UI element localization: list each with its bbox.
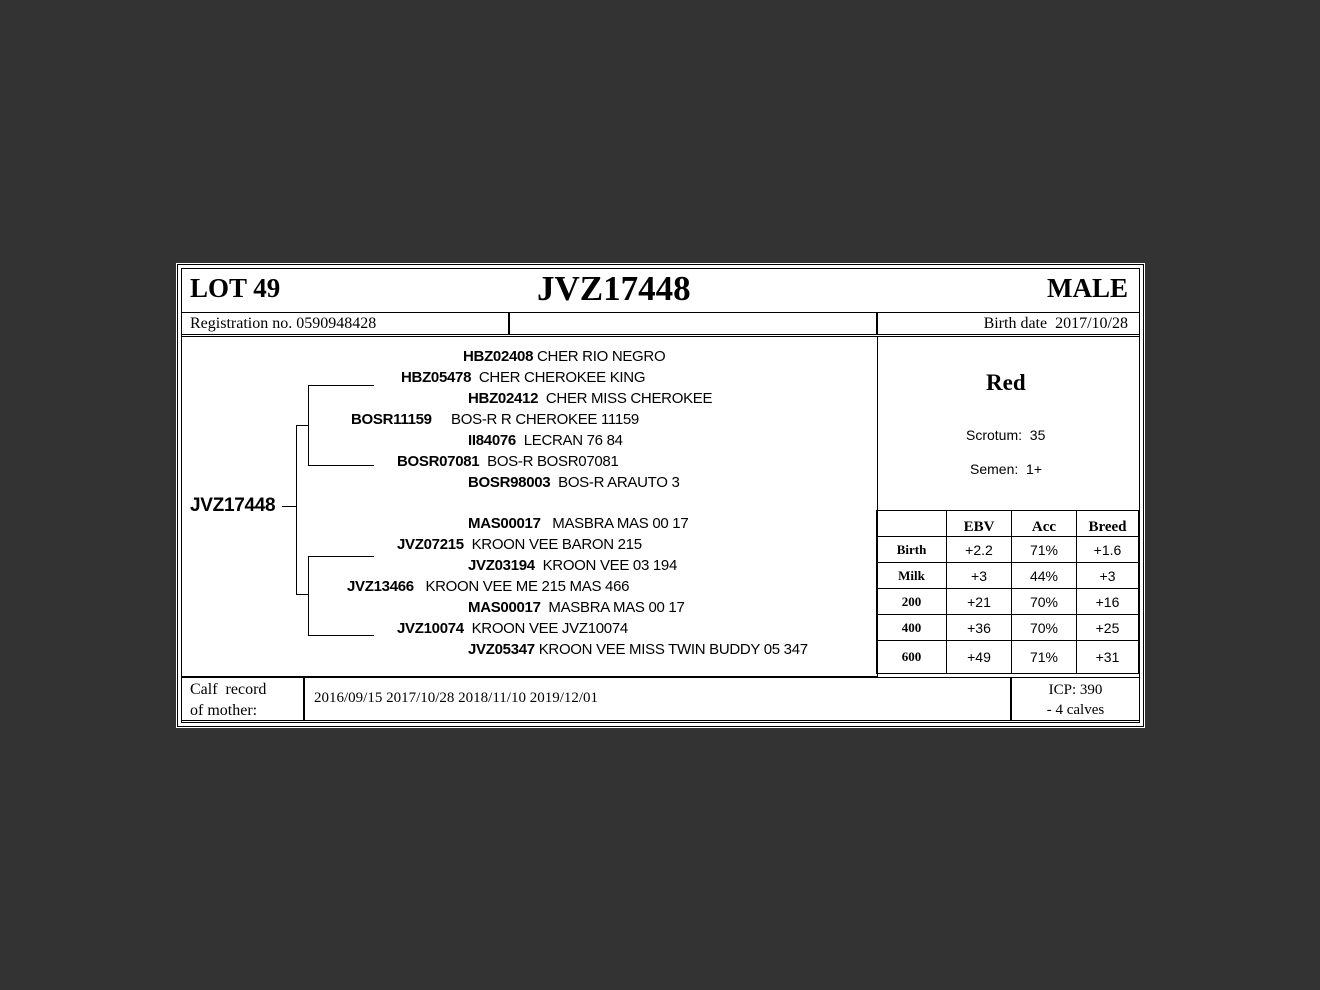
birth-date-text (984, 315, 1128, 333)
ebv-value: +3 (947, 563, 1012, 589)
calf-record-label (190, 679, 266, 721)
acc-value: 71% (1012, 537, 1077, 563)
icp-value: ICP: 390 (1048, 682, 1103, 698)
pedigree-dam: JVZ13466 KROON VEE ME 215 MAS 466 (347, 578, 630, 595)
semen-text (970, 461, 1042, 477)
pedigree-sds: II84076 LECRAN 76 84 (468, 432, 623, 449)
lot-number: LOT 49 (190, 273, 281, 303)
ebv-table (876, 510, 1139, 674)
ebv-row (877, 641, 1139, 674)
acc-value: 44% (1012, 563, 1077, 589)
ebv-row-label: Birth (877, 537, 947, 563)
breed-value: +25 (1077, 615, 1139, 641)
registration-text (190, 315, 376, 333)
pedigree-line (308, 635, 374, 636)
acc-header: Acc (1012, 511, 1077, 537)
lot-card (176, 263, 1145, 728)
ebv-row (877, 537, 1139, 563)
breed-value: +1.6 (1077, 537, 1139, 563)
pedigree-line (296, 594, 308, 595)
birth-date-value: 2017/10/28 (1055, 315, 1128, 332)
calf-record-label-line1: Calf record (190, 681, 267, 698)
pedigree-line (308, 556, 309, 635)
ebv-row (877, 589, 1139, 615)
ebv-row-label: Milk (877, 563, 947, 589)
pedigree-ds: JVZ07215 KROON VEE BARON 215 (397, 536, 642, 553)
pedigree-line (282, 506, 296, 507)
pedigree-dss: MAS00017 MASBRA MAS 00 17 (468, 515, 689, 532)
pedigree-line (308, 465, 374, 466)
sex-label: MALE (1047, 273, 1128, 303)
semen-label: Semen: (970, 461, 1019, 477)
scrotum-text (966, 427, 1045, 443)
pedigree-ssd: HBZ02412 CHER MISS CHEROKEE (468, 390, 713, 407)
pedigree-animal: JVZ17448 (190, 495, 276, 516)
pedigree-line (308, 385, 309, 465)
acc-value: 70% (1012, 615, 1077, 641)
ebv-value: +21 (947, 589, 1012, 615)
registration-number: 0590948428 (296, 315, 377, 332)
ebv-row-label: 600 (877, 641, 947, 674)
pedigree-dds: MAS00017 MASBRA MAS 00 17 (468, 599, 685, 616)
birth-date-label: Birth date (983, 315, 1048, 332)
ebv-header-row (877, 511, 1139, 537)
pedigree-sire: BOSR11159 BOS-R R CHEROKEE 11159 (351, 411, 639, 428)
pedigree-ss: HBZ05478 CHER CHEROKEE KING (401, 369, 646, 386)
breed-value: +3 (1077, 563, 1139, 589)
acc-value: 70% (1012, 589, 1077, 615)
pedigree-dsd: JVZ03194 KROON VEE 03 194 (468, 557, 678, 574)
calf-dates: 2016/09/15 2017/10/28 2018/11/10 2019/12/01 (314, 690, 599, 706)
pedigree-ddd: JVZ05347 KROON VEE MISS TWIN BUDDY 05 347 (468, 641, 808, 658)
animal-id-title: JVZ17448 (537, 269, 691, 308)
pedigree-line (308, 556, 374, 557)
calf-record-label-line2: of mother: (190, 702, 258, 719)
breed-value: +16 (1077, 589, 1139, 615)
breed-value: +31 (1077, 641, 1139, 674)
pedigree-dd: JVZ10074 KROON VEE JVZ10074 (397, 620, 628, 637)
pedigree-line (296, 425, 308, 426)
breed-header: Breed (1077, 511, 1139, 537)
registration-label: Registration no. (190, 315, 293, 332)
ebv-value: +49 (947, 641, 1012, 674)
ebv-row (877, 615, 1139, 641)
scrotum-label: Scrotum: (966, 427, 1023, 443)
color-value: Red (986, 370, 1026, 395)
calves-count: - 4 calves (1046, 702, 1105, 718)
ebv-value: +2.2 (947, 537, 1012, 563)
pedigree-sdd: BOSR98003 BOS-R ARAUTO 3 (468, 474, 680, 491)
pedigree-line (308, 385, 374, 386)
traits-box (877, 336, 1140, 511)
ebv-row (877, 563, 1139, 589)
blank-cell (509, 312, 877, 335)
ebv-value: +36 (947, 615, 1012, 641)
ebv-corner-cell (877, 511, 947, 537)
semen-value: 1+ (1026, 461, 1042, 477)
acc-value: 71% (1012, 641, 1077, 674)
ebv-header: EBV (947, 511, 1012, 537)
icp-info (1011, 680, 1140, 720)
pedigree-line (296, 425, 297, 595)
ebv-row-label: 200 (877, 589, 947, 615)
scrotum-value: 35 (1029, 427, 1046, 443)
pedigree-sss: HBZ02408 CHER RIO NEGRO (463, 348, 666, 365)
pedigree-sd: BOSR07081 BOS-R BOSR07081 (397, 453, 619, 470)
ebv-row-label: 400 (877, 615, 947, 641)
